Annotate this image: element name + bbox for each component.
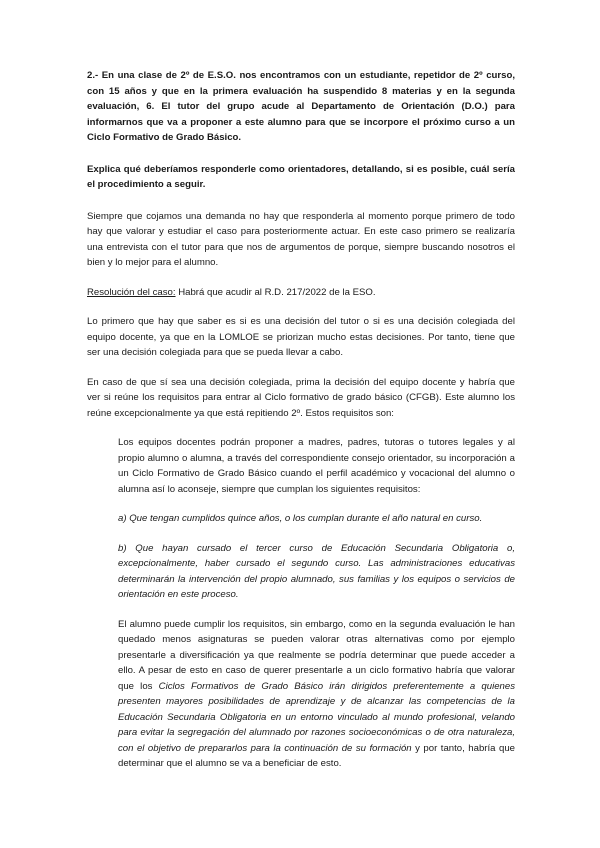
question-task: Explica qué deberíamos responderle como orientadores, detallando, si es posible, cuál sería el procedimiento a seguir.	[87, 163, 515, 190]
answer-paragraph-2: Lo primero que hay que saber es si es una decisión del tutor o si es una decisión colegiada del equipo docente, ya que en la LOMLOE se priorizan mucho estas decisiones. Por tanto, tiene que ser una decisión colegiada para que se pueda llevar a cabo.	[87, 316, 515, 358]
resolution-line	[87, 285, 515, 301]
document-body	[87, 68, 515, 772]
requirement-b: b) Que hayan cursado el tercer curso de Educación Secundaria Obligatoria o, excepcionalmente, haber cursado el segundo curso. Las administraciones educativas determinarán la intervención del propio alumnado, sus familias y los equipos o servicios de orientación en este proceso.	[118, 542, 515, 600]
closing-italic-quote: Ciclos Formativos de Grado Básico irán dirigidos preferentemente a quienes presenten mayores posibilidades de aprendizaje y de alcanzar las competencias de la Educación Secundaria Obligatoria en un entorno vinculado al mundo profesional, velando para evitar la segregación del alumnado por razones socioeconómicas o de otra naturaleza, con el objetivo de prepararlos para la continuación de su formación	[118, 680, 516, 754]
legal-quote	[118, 435, 515, 772]
quote-paragraph: Los equipos docentes podrán proponer a madres, padres, tutoras o tutores legales y al propio alumno o alumna, a través del correspondiente consejo orientador, su incorporación a un Ciclo Formativo de Grado Básico cuando el perfil académico y vocacional del alumno o alumna así lo aconseje, siempre que cumplan los siguientes requisitos:	[118, 437, 515, 495]
closing-part-1: El alumno puede cumplir los requisitos, sin embargo, como en la segunda evaluación le han quedado menos asignaturas se pueden valorar otras alternativas como por ejemplo presentarle a diversificación ya que realmente se podría determinar que puede acceder a ello. A pesar de esto en caso de querer presentarle a un ciclo formativo habría que valorar que los	[118, 618, 515, 692]
answer-paragraph-3: En caso de que sí sea una decisión colegiada, prima la decisión del equipo docente y habría que ver si reúne los requisitos para entrar al Ciclo formativo de grado básico (CFGB). Este alumno los reúne excepcionalmente ya que está repitiendo 2º. Estos requisitos son:	[87, 376, 515, 419]
answer-paragraph-1: Siempre que cojamos una demanda no hay que responderla al momento porque primero de todo hay que valorar y estudiar el caso para posteriormente actuar. En este caso primero se realizaría una entrevista con el tutor para que nos de argumentos de porque, siempre buscando nosotros el bien y lo mejor para el alumno.	[87, 210, 515, 268]
requirement-a: a) Que tengan cumplidos quince años, o los cumplan durante el año natural en curso.	[118, 513, 483, 524]
question-intro: 2.- En una clase de 2º de E.S.O. nos encontramos con un estudiante, repetidor de 2º curso, con 15 años y que en la primera evaluación ha suspendido 8 materias y en la segunda evaluación, 6. El tutor del grupo acude al Departamento de Orientación (D.O.) para informarnos que va a proponer a este alumno para que se incorpore el próximo curso a un Ciclo Formativo de Grado Básico.	[87, 70, 515, 143]
resolution-label: Resolución del caso:	[87, 286, 176, 298]
closing-paragraph	[118, 617, 515, 772]
resolution-text: Habrá que acudir al R.D. 217/2022 de la ESO.	[175, 286, 376, 298]
closing-part-2: y por tanto, habría que determinar que el alumno se va a beneficiar de esto.	[118, 742, 515, 769]
